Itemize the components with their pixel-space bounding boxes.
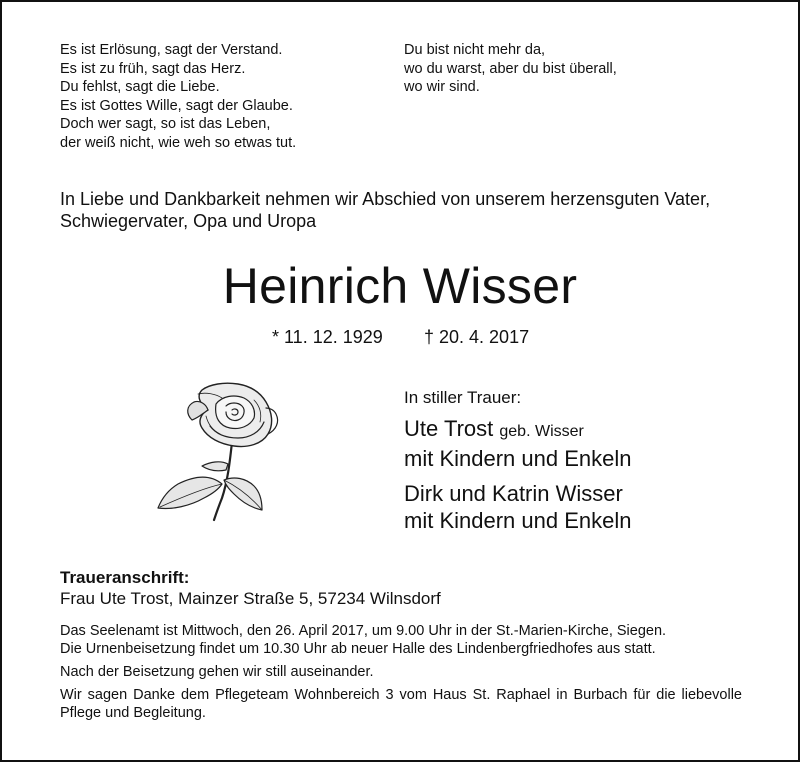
poem-right	[404, 41, 617, 97]
intro-text	[60, 188, 760, 232]
intro-line: Schwiegervater, Opa und Uropa	[60, 211, 317, 231]
address-value: Frau Ute Trost, Mainzer Straße 5, 57234 Wilnsdorf	[60, 589, 441, 608]
mourning-label: In stiller Trauer:	[404, 388, 522, 407]
poem-left	[60, 41, 296, 152]
poem-line: Du fehlst, sagt die Liebe.	[60, 79, 220, 95]
poem-line: Es ist zu früh, sagt das Herz.	[60, 60, 246, 77]
details-paragraph: Wir sagen Danke dem Pflegeteam Wohnbereich 3 vom Haus St. Raphael in Burbach für die liebevolle Pflege und Begleitung.	[60, 687, 742, 721]
details-line: Das Seelenamt ist Mittwoch, den 26. April 2017, um 9.00 Uhr in der St.-Marien-Kirche, Siegen.	[60, 623, 667, 639]
mourner-line: Dirk und Katrin Wisser	[404, 481, 623, 506]
poem-line: wo wir sind.	[404, 79, 480, 95]
deceased-name: Heinrich Wisser	[222, 258, 578, 314]
mourner-name: Ute Trost	[404, 416, 494, 441]
rose-icon	[150, 380, 290, 530]
mourners-block	[404, 387, 631, 534]
poem-line: Es ist Gottes Wille, sagt der Glaube.	[60, 97, 293, 114]
maiden-name-note: geb. Wisser	[499, 423, 584, 440]
details-paragraph	[60, 622, 742, 658]
address-label: Traueranschrift:	[60, 568, 190, 587]
mourner-line	[404, 415, 631, 445]
poem-line: der weiß nicht, wie weh so etwas tut.	[60, 134, 297, 151]
death-date: † 20. 4. 2017	[424, 327, 530, 347]
poem-line: Es ist Erlösung, sagt der Verstand.	[60, 42, 283, 58]
mourner-group	[404, 415, 631, 472]
intro-line: In Liebe und Dankbarkeit nehmen wir Abschied von unserem herzensguten Vater,	[60, 189, 711, 209]
poem-line: wo du warst, aber du bist überall,	[404, 60, 617, 77]
mourner-line: mit Kindern und Enkeln	[404, 446, 632, 471]
service-details	[60, 622, 742, 727]
mourning-address	[60, 567, 441, 609]
poem-line: Doch wer sagt, so ist das Leben,	[60, 116, 271, 132]
birth-date: * 11. 12. 1929	[272, 327, 383, 347]
details-paragraph: Nach der Beisetzung gehen wir still auseinander.	[60, 664, 374, 680]
mourner-group	[404, 480, 631, 534]
details-line: Die Urnenbeisetzung findet um 10.30 Uhr ab neuer Halle des Lindenbergfriedhofes aus statt.	[60, 641, 656, 657]
poem-line: Du bist nicht mehr da,	[404, 42, 546, 58]
mourner-line: mit Kindern und Enkeln	[404, 508, 632, 533]
